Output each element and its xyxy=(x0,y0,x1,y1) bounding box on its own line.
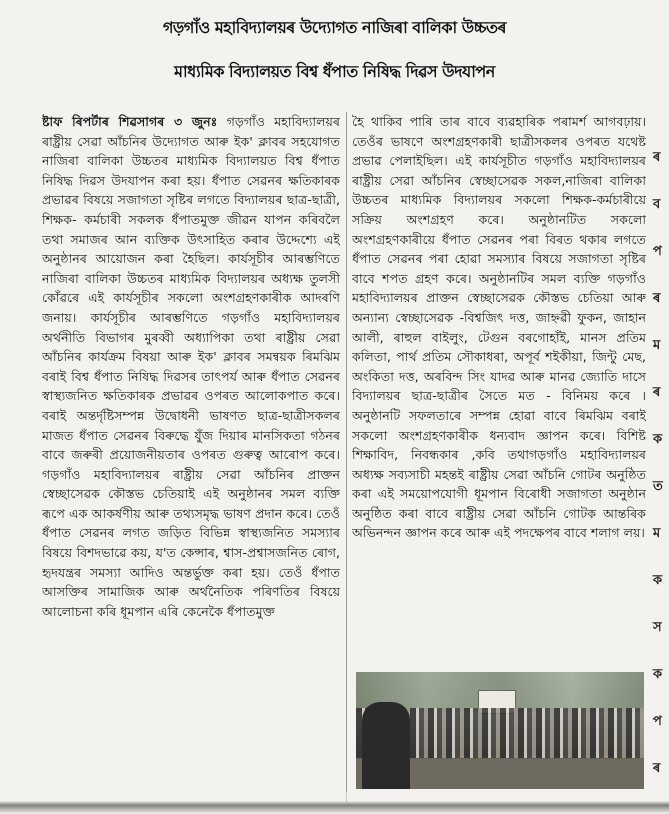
article-paragraph-1 xyxy=(42,112,340,621)
byline: ষ্টাফ ৰিপৰ্টাৰ শিৱসাগৰ ৩ জুনঃ xyxy=(42,114,218,129)
column-2-text: হৈ থাকিব পাৰি তাৰ বাবে ব্যৱহাৰিক পৰামৰ্শ আগবঢ়ায়। তেওঁৰ ভাষণে অংশগ্ৰহণকাৰী ছাত্ৰীসকলৰ ওপৰত যথেষ্ট প্ৰভাৱ পেলাইছিল। এই কাৰ্যসূচীত গড়গাঁও মহাবিদ্যালয়ৰ ৰাষ্ট্ৰীয় সেৱা আঁচনিৰ স্বেচ্ছাসেৱক সকল,নাজিৰা বালিকা উচ্চতৰ মাধ্যমিক বিদ্যালয়ৰ সকলো শিক্ষক-কৰ্মচাৰীয়ে সক্ৰিয় অংশগ্ৰহণ কৰে। অনুষ্ঠানটিত সকলো অংশগ্ৰহণকাৰীয়ে ধঁপাত সেৱনৰ পৰা বিৰত থকাৰ লগতে ধঁপাত সেৱনৰ পৰা হোৱা সমস্যাৰ বিষয়ে সজাগতা সৃষ্টিৰ বাবে শপত গ্ৰহণ কৰে। অনুষ্ঠানটিৰ সমল ব্যক্তি গড়গাঁও মহাবিদ্যালয়ৰ প্ৰাক্তন স্বেচ্ছাসেৱক কৌস্তভ চেতিয়া আৰু অন্যান্য স্বেচ্ছাসেৱক -বিশ্বজিৎ দত্ত, জাহ্নৱী ফুকন, জাহান আলী, ৰাহুল বাইলুং, টেগুন বৰগোহাঁই, মানস প্ৰতিম কলিতা, পাৰ্থ প্ৰতিম সৌকাধৰা, অপূৰ্ব শইকীয়া, জিন্টু মেছ, অংকিতা দত্ত, অৰবিন্দ সিং যাদৱ আৰু মানৱ জ্যোতি দাসে বিদ্যালয়ৰ ছাত্ৰ-ছাত্ৰীৰ সৈতে মত - বিনিময় কৰে । অনুষ্ঠানটি সফলতাৰে সম্পন্ন হোৱা বাবে ৰিমঝিম বৰাই সকলো অংশগ্ৰহণকাৰীক ধন্যবাদ জ্ঞাপন কৰে। বিশিষ্ট শিক্ষাবিদ, নিবন্ধকাৰ ,কবি তথাগড়গাঁও মহাবিদ্যালয়ৰ অধ্যক্ষ সব্যসাচী মহন্তই ৰাষ্ট্ৰীয় সেৱা আঁচনি গোটৰ অনুষ্ঠিত কৰা এই সময়োপযোগী ধূমপান বিৰোধী সজাগতা অনুষ্ঠান অনুষ্ঠিত কৰা বাবে ৰাষ্ট্ৰীয় সেৱা আঁচনি গোটক আন্তৰিক অভিনন্দন জ্ঞাপন কৰে আৰু এই পদক্ষেপৰ বাবে শলাগ লয়। xyxy=(352,114,646,541)
adjacent-glyph: প xyxy=(653,714,662,729)
adjacent-glyph: ৰ xyxy=(653,291,661,306)
event-photo xyxy=(356,672,644,789)
adjacent-glyph: ক xyxy=(653,432,663,447)
column-divider xyxy=(346,112,347,802)
adjacent-glyph: ম xyxy=(653,338,661,353)
adjacent-glyph: ত xyxy=(653,479,663,494)
adjacent-glyph: ক xyxy=(653,573,663,588)
photo-foreground-person xyxy=(362,702,410,789)
headline xyxy=(0,6,669,94)
adjacent-glyph: ৰ xyxy=(653,385,661,400)
article-column-1 xyxy=(42,112,340,802)
headline-line-1: গড়গাঁও মহাবিদ্যালয়ৰ উদ্যোগত নাজিৰা বালিকা উচ্চতৰ xyxy=(162,18,507,37)
headline-line-2: মাধ্যমিক বিদ্যালয়ত বিশ্ব ধঁপাত নিষিদ্ধ দিৱস উদযাপন xyxy=(174,62,495,81)
next-headline-cut xyxy=(0,792,669,814)
adjacent-glyph: ব xyxy=(653,197,661,212)
column-1-text: গড়গাঁও মহাবিদ্যালয়ৰ ৰাষ্ট্ৰীয় সেৱা আঁচনিৰ উদ্যোগত আৰু ইক' ক্লাবৰ সহযোগত নাজিৰা বালিকা উচ্চতৰ মাধ্যমিক বিদ্যালয়ত বিশ্ব ধঁপাত নিষিদ্ধ দিৱস উদযাপন কৰা হয়। ধঁপাত সেৱনৰ ক্ষতিকাৰক প্ৰভাৱৰ বিষয়ে সজাগতা সৃষ্টিৰ লগতে বিদ্যালয়ৰ ছাত্ৰ-ছাত্ৰী, শিক্ষক- কৰ্মচাৰী সকলক ধঁপাতমুক্ত জীৱন যাপন কৰিবলৈ তথা সমাজৰ আন ব্যক্তিক উৎসাহিত কৰাৰ উদ্দেশ্যে এই অনুষ্ঠানৰ আয়োজন কৰা হৈছিল। কাৰ্যসূচীৰ আৰম্ভণিতে নাজিৰা বালিকা উচ্চতৰ মাধ্যমিক বিদ্যালয়ৰ অধ্যক্ষ তুলসী কোঁৱৰে এই কাৰ্যসূচীৰ সকলো অংশগ্ৰহণকাৰীক আদৰণি জনায়। কাৰ্যসূচীৰ আৰম্ভণিতে গড়গাঁও মহাবিদ্যালয়ৰ অৰ্থনীতি বিভাগৰ মুৰব্বী অধ্যাপিকা তথা ৰাষ্ট্ৰীয় সেৱা আঁচনিৰ কাৰ্যক্ৰম বিষয়া আৰু ইক' ক্লাবৰ সমন্বয়ক ৰিমঝিম বৰাই বিশ্ব ধঁপাত নিষিদ্ধ দিৱসৰ তাৎপৰ্য আৰু ধঁপাত সেৱনৰ স্বাস্থ্যজনিত ক্ষতিকাৰক প্ৰভাৱৰ ওপৰত আলোকপাত কৰে। বৰাই অন্তৰ্দৃষ্টিসম্পন্ন উদ্বোধনী ভাষণত ছাত্ৰ-ছাত্ৰীসকলৰ মাজত ধঁপাত সেৱনৰ বিৰুদ্ধে যুঁজ দিয়াৰ মানসিকতা গঠনৰ বাবে জৰুৰী প্ৰয়োজনীয়তাৰ ওপৰত গুৰুত্ব আৰোপ কৰে। গড়গাঁও মহাবিদ্যালয়ৰ ৰাষ্ট্ৰীয় সেৱা আঁচনিৰ প্ৰাক্তন স্বেচ্ছাসেৱক কৌস্তভ চেতিয়াই এই অনুষ্ঠানৰ সমল ব্যক্তি ৰূপে এক আকৰ্ষণীয় আৰু তথ্যসমৃদ্ধ ভাষণ প্ৰদান কৰে। তেওঁ ধঁপাত সেৱনৰ লগত জড়িত বিভিন্ন স্বাস্থ্যজনিত সমস্যাৰ বিষয়ে বিশদভাৱে কয়, য'ত কেন্সাৰ, শ্বাস-প্ৰশ্বাসজনিত ৰোগ, হৃদযন্ত্ৰৰ সমস্যা আদিও অন্তৰ্ভুক্ত কৰা হয়। তেওঁ ধঁপাত আসক্তিৰ সামাজিক আৰু অৰ্থনৈতিক পৰিণতিৰ বিষয়ে আলোচনা কৰি ধূমপান এৰি কেনেকৈ ধঁপাতমুক্ত xyxy=(42,114,340,619)
adjacent-glyph: ম xyxy=(653,526,661,541)
adjacent-glyph: ৰ xyxy=(653,150,661,165)
adjacent-glyph: ক xyxy=(653,667,663,682)
adjacent-glyph: প xyxy=(653,244,662,259)
adjacent-article-edge xyxy=(647,100,669,800)
adjacent-glyph: ৰ xyxy=(653,761,661,776)
article-column-2 xyxy=(352,112,646,667)
adjacent-glyph: স xyxy=(653,620,662,635)
